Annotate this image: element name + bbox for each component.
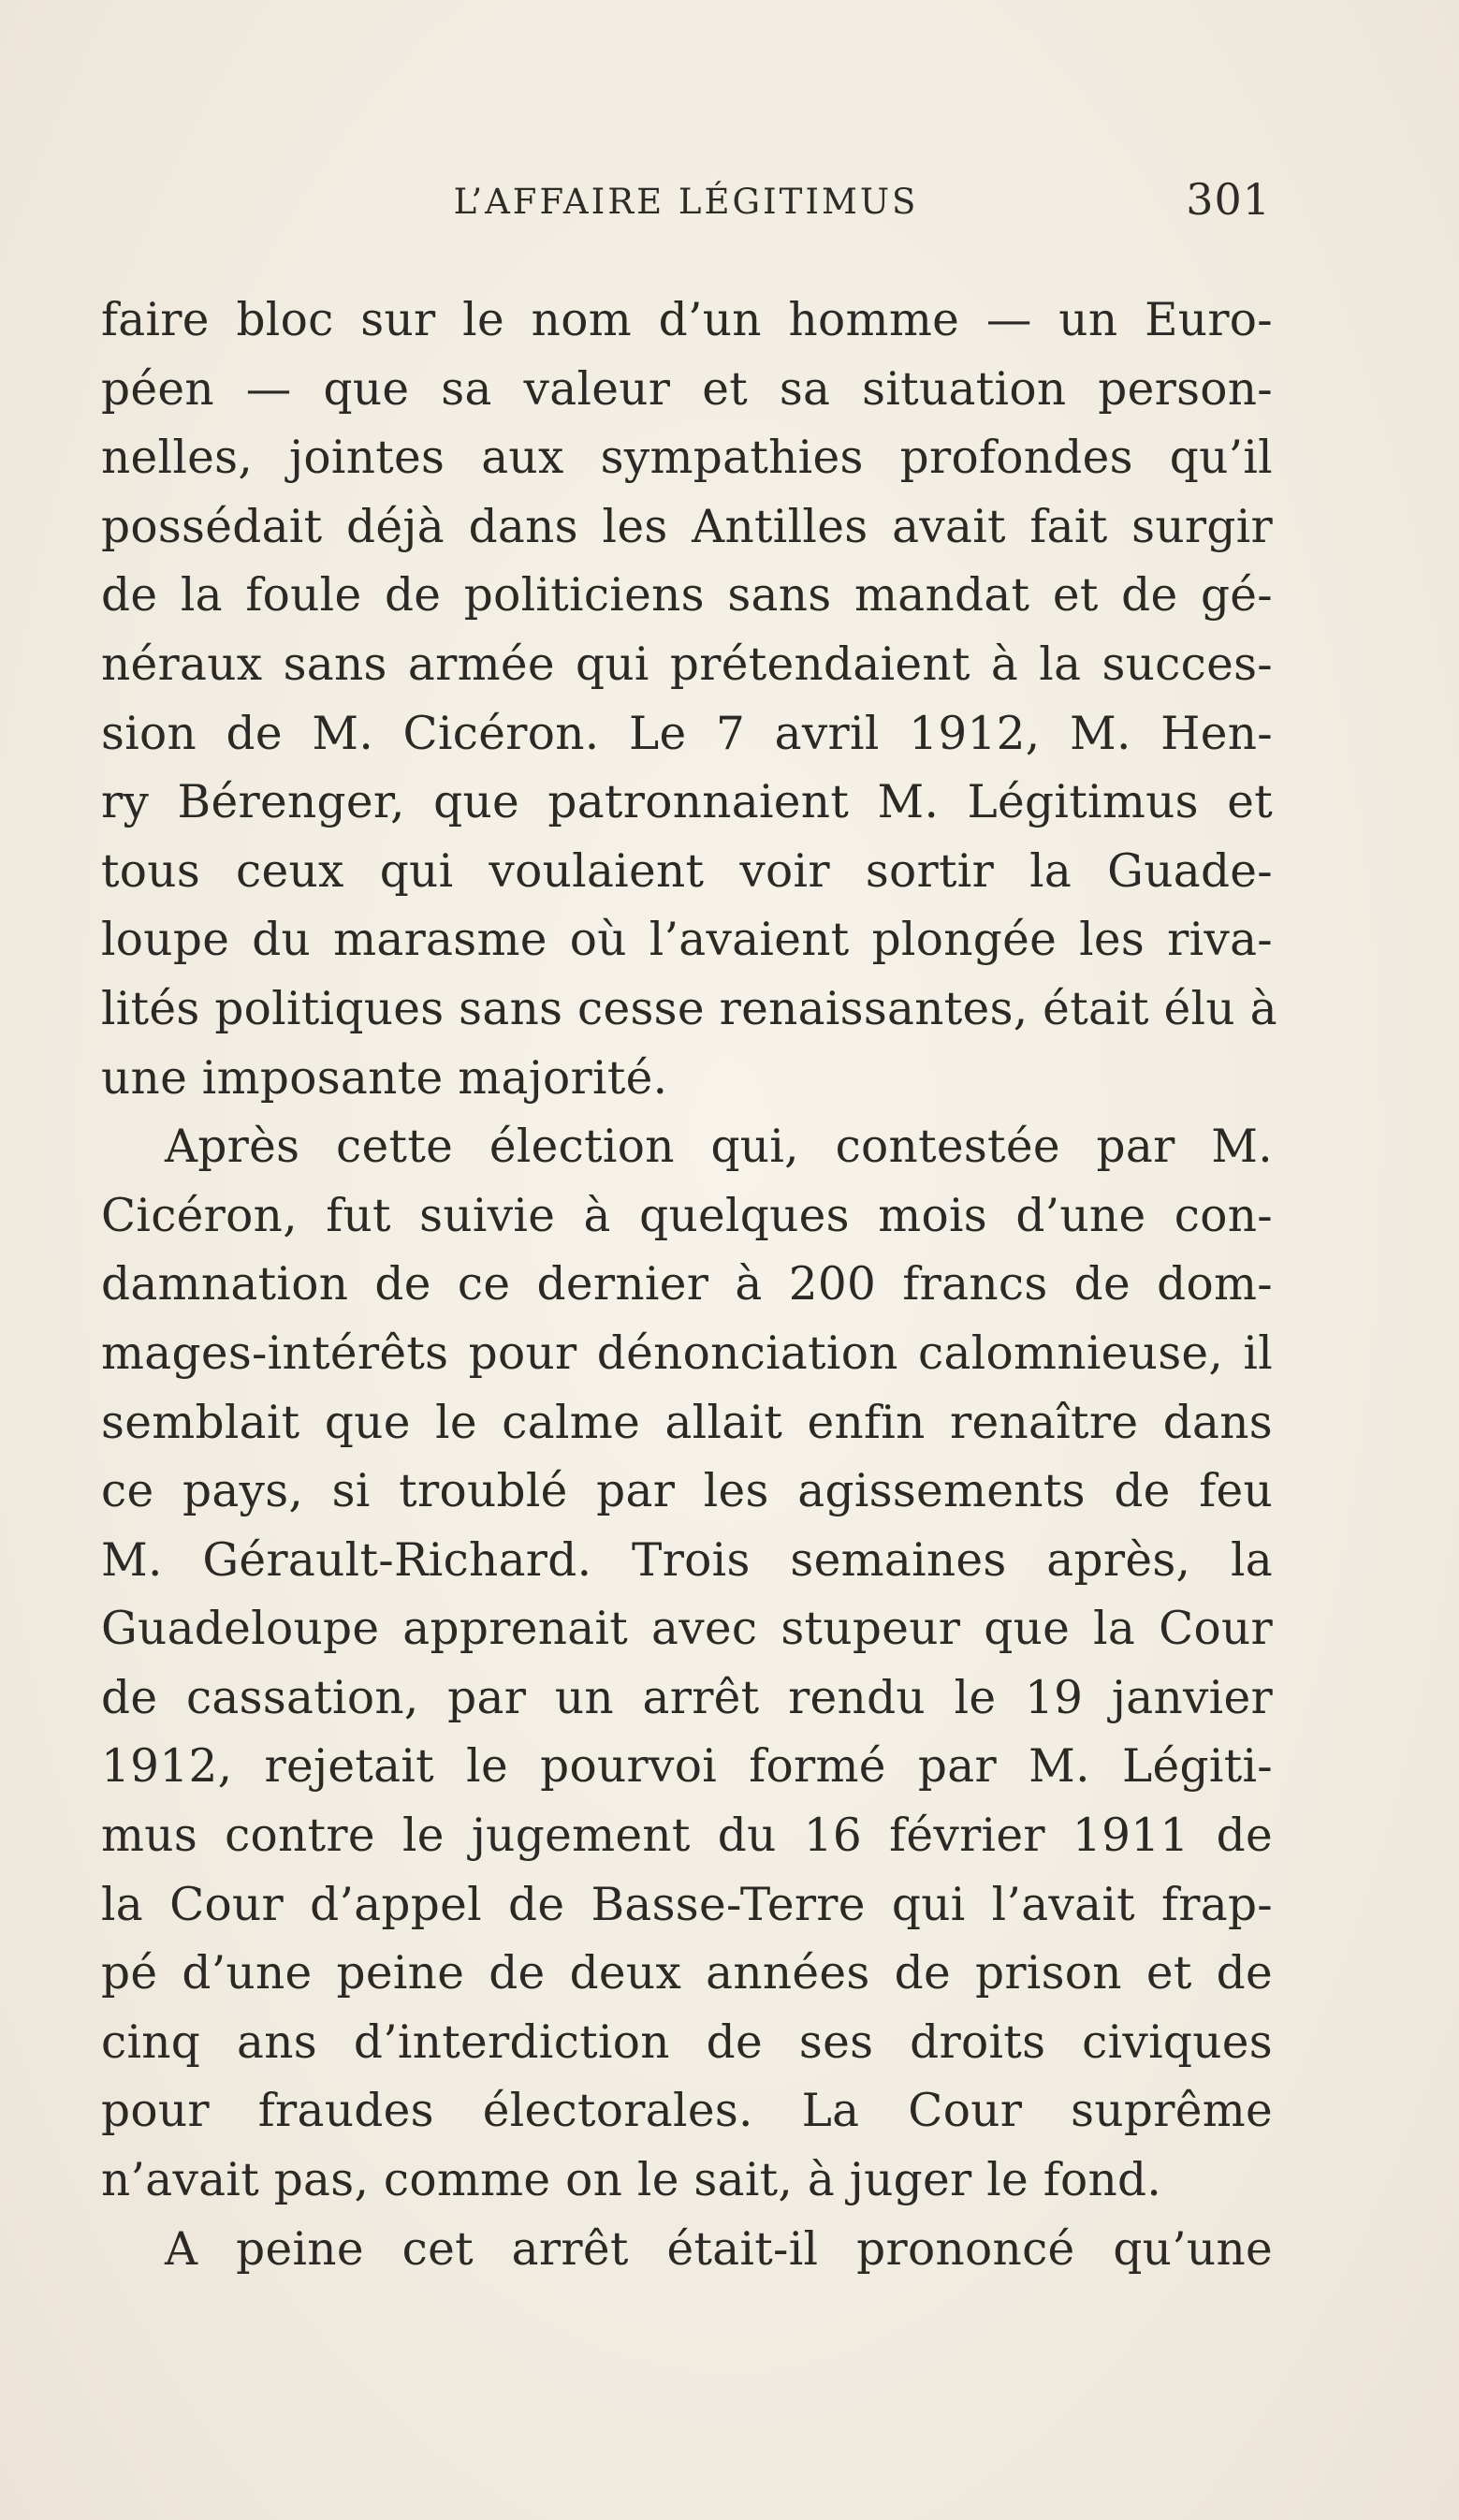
text-line: Cicéron, fut suivie à quelques mois d’une con- bbox=[101, 1189, 1273, 1242]
text-line: semblait que le calme allait enfin renaître dans bbox=[101, 1396, 1273, 1449]
text-line: A peine cet arrêt était-il prononcé qu’une bbox=[165, 2222, 1273, 2276]
text-line: faire bloc sur le nom d’un homme — un Euro- bbox=[101, 294, 1273, 346]
text-line: possédait déjà dans les Antilles avait fait surgir bbox=[101, 500, 1273, 553]
text-line: néraux sans armée qui prétendaient à la succes- bbox=[101, 637, 1273, 691]
text-line: sion de M. Cicéron. Le 7 avril 1912, M. Hen- bbox=[101, 707, 1273, 760]
text-line: nelles, jointes aux sympathies profondes qu’il bbox=[101, 432, 1273, 485]
text-line: cinq ans d’interdiction de ses droits civiques bbox=[101, 2015, 1273, 2069]
text-line: pé d’une peine de deux années de prison et de bbox=[101, 1947, 1273, 2000]
text-line: 1912, rejetait le pourvoi formé par M. Légiti- bbox=[101, 1740, 1273, 1794]
text-line: péen — que sa valeur et sa situation person- bbox=[101, 362, 1273, 416]
text-line: la Cour d’appel de Basse-Terre qui l’avait frap- bbox=[101, 1878, 1273, 1931]
text-line: tous ceux qui voulaient voir sortir la Guade- bbox=[101, 844, 1273, 898]
text-line: n’avait pas, comme on le sait, à juger le fond. bbox=[101, 2154, 1162, 2207]
text-line: Après cette élection qui, contestée par M. bbox=[165, 1121, 1273, 1174]
body-text bbox=[101, 286, 1277, 2284]
text-line: damnation de ce dernier à 200 francs de dom- bbox=[101, 1258, 1273, 1311]
text-line: de cassation, par un arrêt rendu le 19 janvier bbox=[101, 1671, 1273, 1724]
text-line: une imposante majorité. bbox=[101, 1051, 668, 1105]
text-line: lités politiques sans cesse renaissantes, était élu à bbox=[101, 982, 1277, 1035]
page-header bbox=[101, 174, 1271, 230]
text-line: ry Bérenger, que patronnaient M. Légitimus et bbox=[101, 776, 1273, 829]
text-line: Guadeloupe apprenait avec stupeur que la Cour bbox=[101, 1603, 1273, 1656]
text-line: mus contre le jugement du 16 février 1911 de bbox=[101, 1809, 1273, 1863]
text-line: pour fraudes électorales. La Cour suprême bbox=[101, 2085, 1273, 2138]
running-title: L’AFFAIRE LÉGITIMUS bbox=[453, 182, 919, 222]
text-line: loupe du marasme où l’avaient plongée les riva- bbox=[101, 914, 1273, 967]
text-line: ce pays, si troublé par les agissements de feu bbox=[101, 1465, 1273, 1518]
text-line: M. Gérault-Richard. Trois semaines après, la bbox=[101, 1533, 1273, 1587]
text-line: mages-intérêts pour dénonciation calomnieuse, il bbox=[101, 1326, 1273, 1380]
page-number: 301 bbox=[1186, 174, 1271, 225]
text-line: de la foule de politiciens sans mandat et de gé- bbox=[101, 569, 1273, 623]
